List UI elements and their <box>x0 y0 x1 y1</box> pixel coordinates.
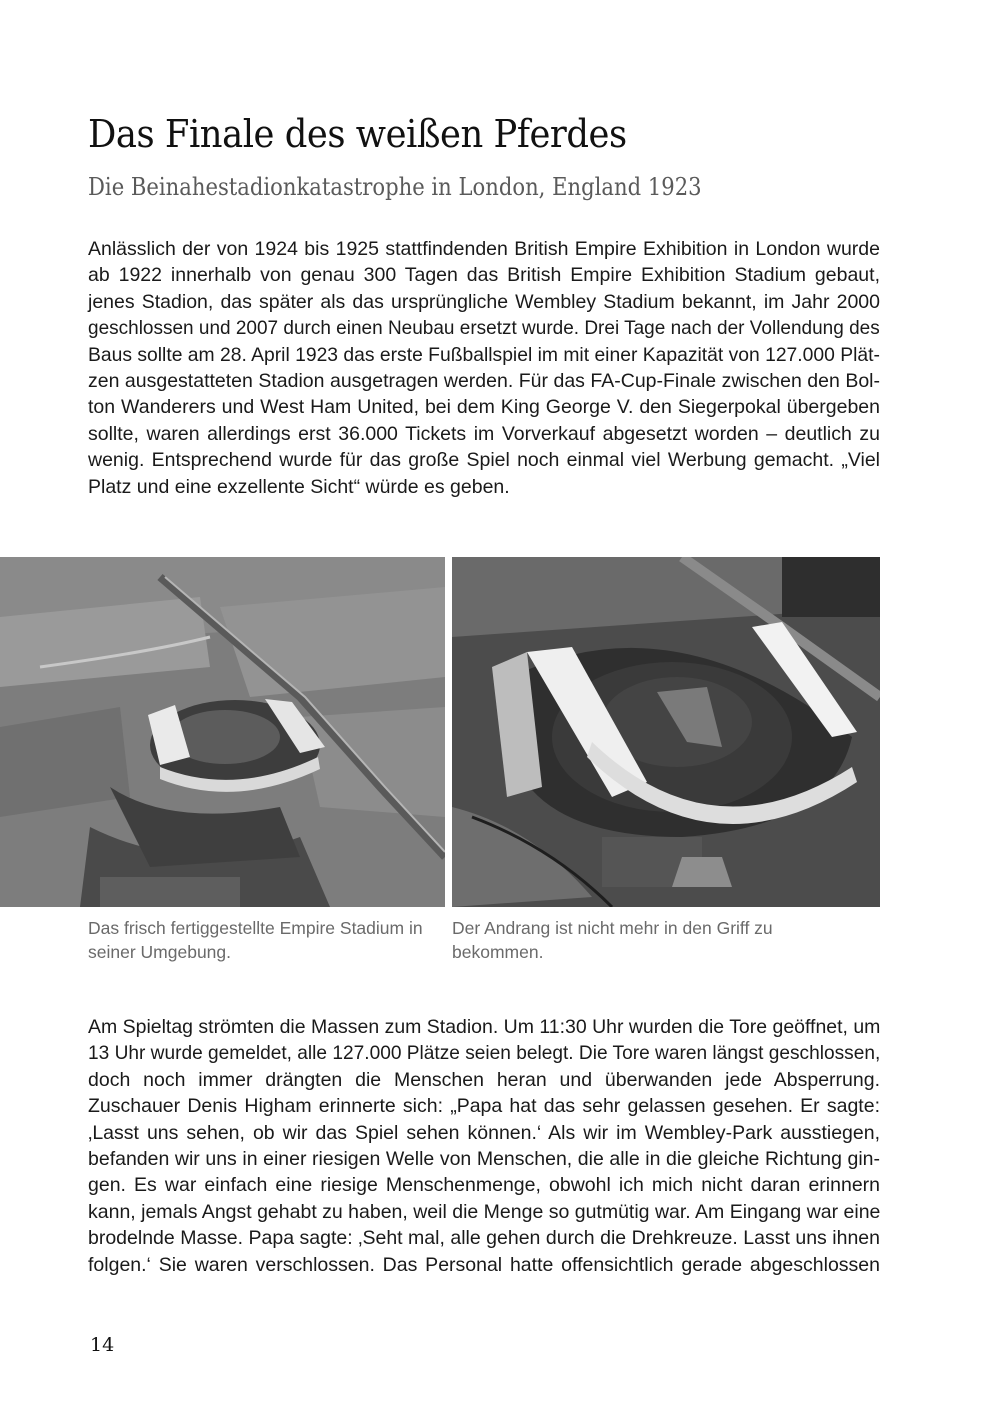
text-line: brodelnde Masse. Papa sagte: ‚Seht mal, alle gehen durch die Drehkreuze. Lasst uns ihnen <box>88 1227 880 1250</box>
text-line: geschlossen und 2007 durch einen Neubau ersetzt wurde. Drei Tage nach der Vollendung des <box>88 317 880 340</box>
text-line: ‚Lasst uns sehen, ob wir das Spiel sehen können.‘ Als wir im Wembley-Park ausstiegen, <box>88 1121 880 1144</box>
figure-caption: Das frisch fertiggestellte Empire Stadium in seiner Umgebung. <box>88 918 423 962</box>
text-line: zen ausgestatteten Stadion ausgetragen werden. Für das FA-Cup-Finale zwischen den Bol- <box>88 370 880 393</box>
text-line: sollte, waren allerdings erst 36.000 Tickets im Vorverkauf abgesetzt worden – deutlich zu <box>88 422 880 445</box>
text-line: gen. Es war einfach eine riesige Menschenmenge, obwohl ich mich nicht daran erinnern <box>88 1174 880 1197</box>
aerial-photo-icon <box>452 557 880 907</box>
paragraph-intro <box>88 236 880 500</box>
text-line: Am Spieltag strömten die Massen zum Stadion. Um 11:30 Uhr wurden die Tore geöffnet, um <box>88 1016 881 1038</box>
text-line: ab 1922 innerhalb von genau 300 Tagen das British Empire Exhibition Stadium gebaut, <box>88 264 880 287</box>
text-line: Baus sollte am 28. April 1923 das erste Fußballspiel im mit einer Kapazität von 127.000 Plät- <box>88 343 880 366</box>
text-line: Platz und eine exzellente Sicht“ würde es geben. <box>88 475 510 498</box>
text-line: ton Wanderers und West Ham United, bei dem King George V. den Siegerpokal übergeben <box>88 396 880 419</box>
text-line: Zuschauer Denis Higham erinnerte sich: „Papa hat das sehr gelassen gesehen. Er sagte: <box>88 1095 880 1118</box>
paragraph-match-day <box>88 1014 880 1278</box>
text-line: befanden wir uns in einer riesigen Welle von Menschen, die alle in die gleiche Richtung gin- <box>88 1148 880 1171</box>
photo-crowded-stadium <box>452 557 880 907</box>
text-line: folgen.‘ Sie waren verschlossen. Das Personal hatte offensichtlich gerade abgeschlossen <box>88 1253 880 1276</box>
page-number: 14 <box>90 1334 115 1356</box>
aerial-photo-icon <box>0 557 445 907</box>
text-line: Anlässlich der von 1924 bis 1925 stattfindenden British Empire Exhibition in London wurde <box>88 238 880 260</box>
photo-stadium-surroundings <box>0 557 445 907</box>
text-line: jenes Stadion, das später als das ursprüngliche Wembley Stadium bekannt, im Jahr 2000 <box>88 290 880 313</box>
text-line: kann, jemals Angst gehabt zu haben, weil die Menge so gutmütig war. Am Eingang war eine <box>88 1200 881 1223</box>
text-line: doch noch immer drängten die Menschen heran und überwanden jede Absperrung. <box>88 1068 880 1091</box>
chapter-title: Das Finale des weißen Pferdes <box>88 112 627 156</box>
figure-caption: Der Andrang ist nicht mehr in den Griff zu bekommen. <box>452 918 773 962</box>
chapter-subtitle: Die Beinahestadionkatastrophe in London, England 1923 <box>88 173 702 201</box>
text-line: wenig. Entsprechend wurde für das große Spiel noch einmal viel Werbung gemacht. „Viel <box>88 449 880 472</box>
text-line: 13 Uhr wurde gemeldet, alle 127.000 Plätze seien belegt. Die Tore waren längst geschlossen, <box>88 1042 881 1065</box>
